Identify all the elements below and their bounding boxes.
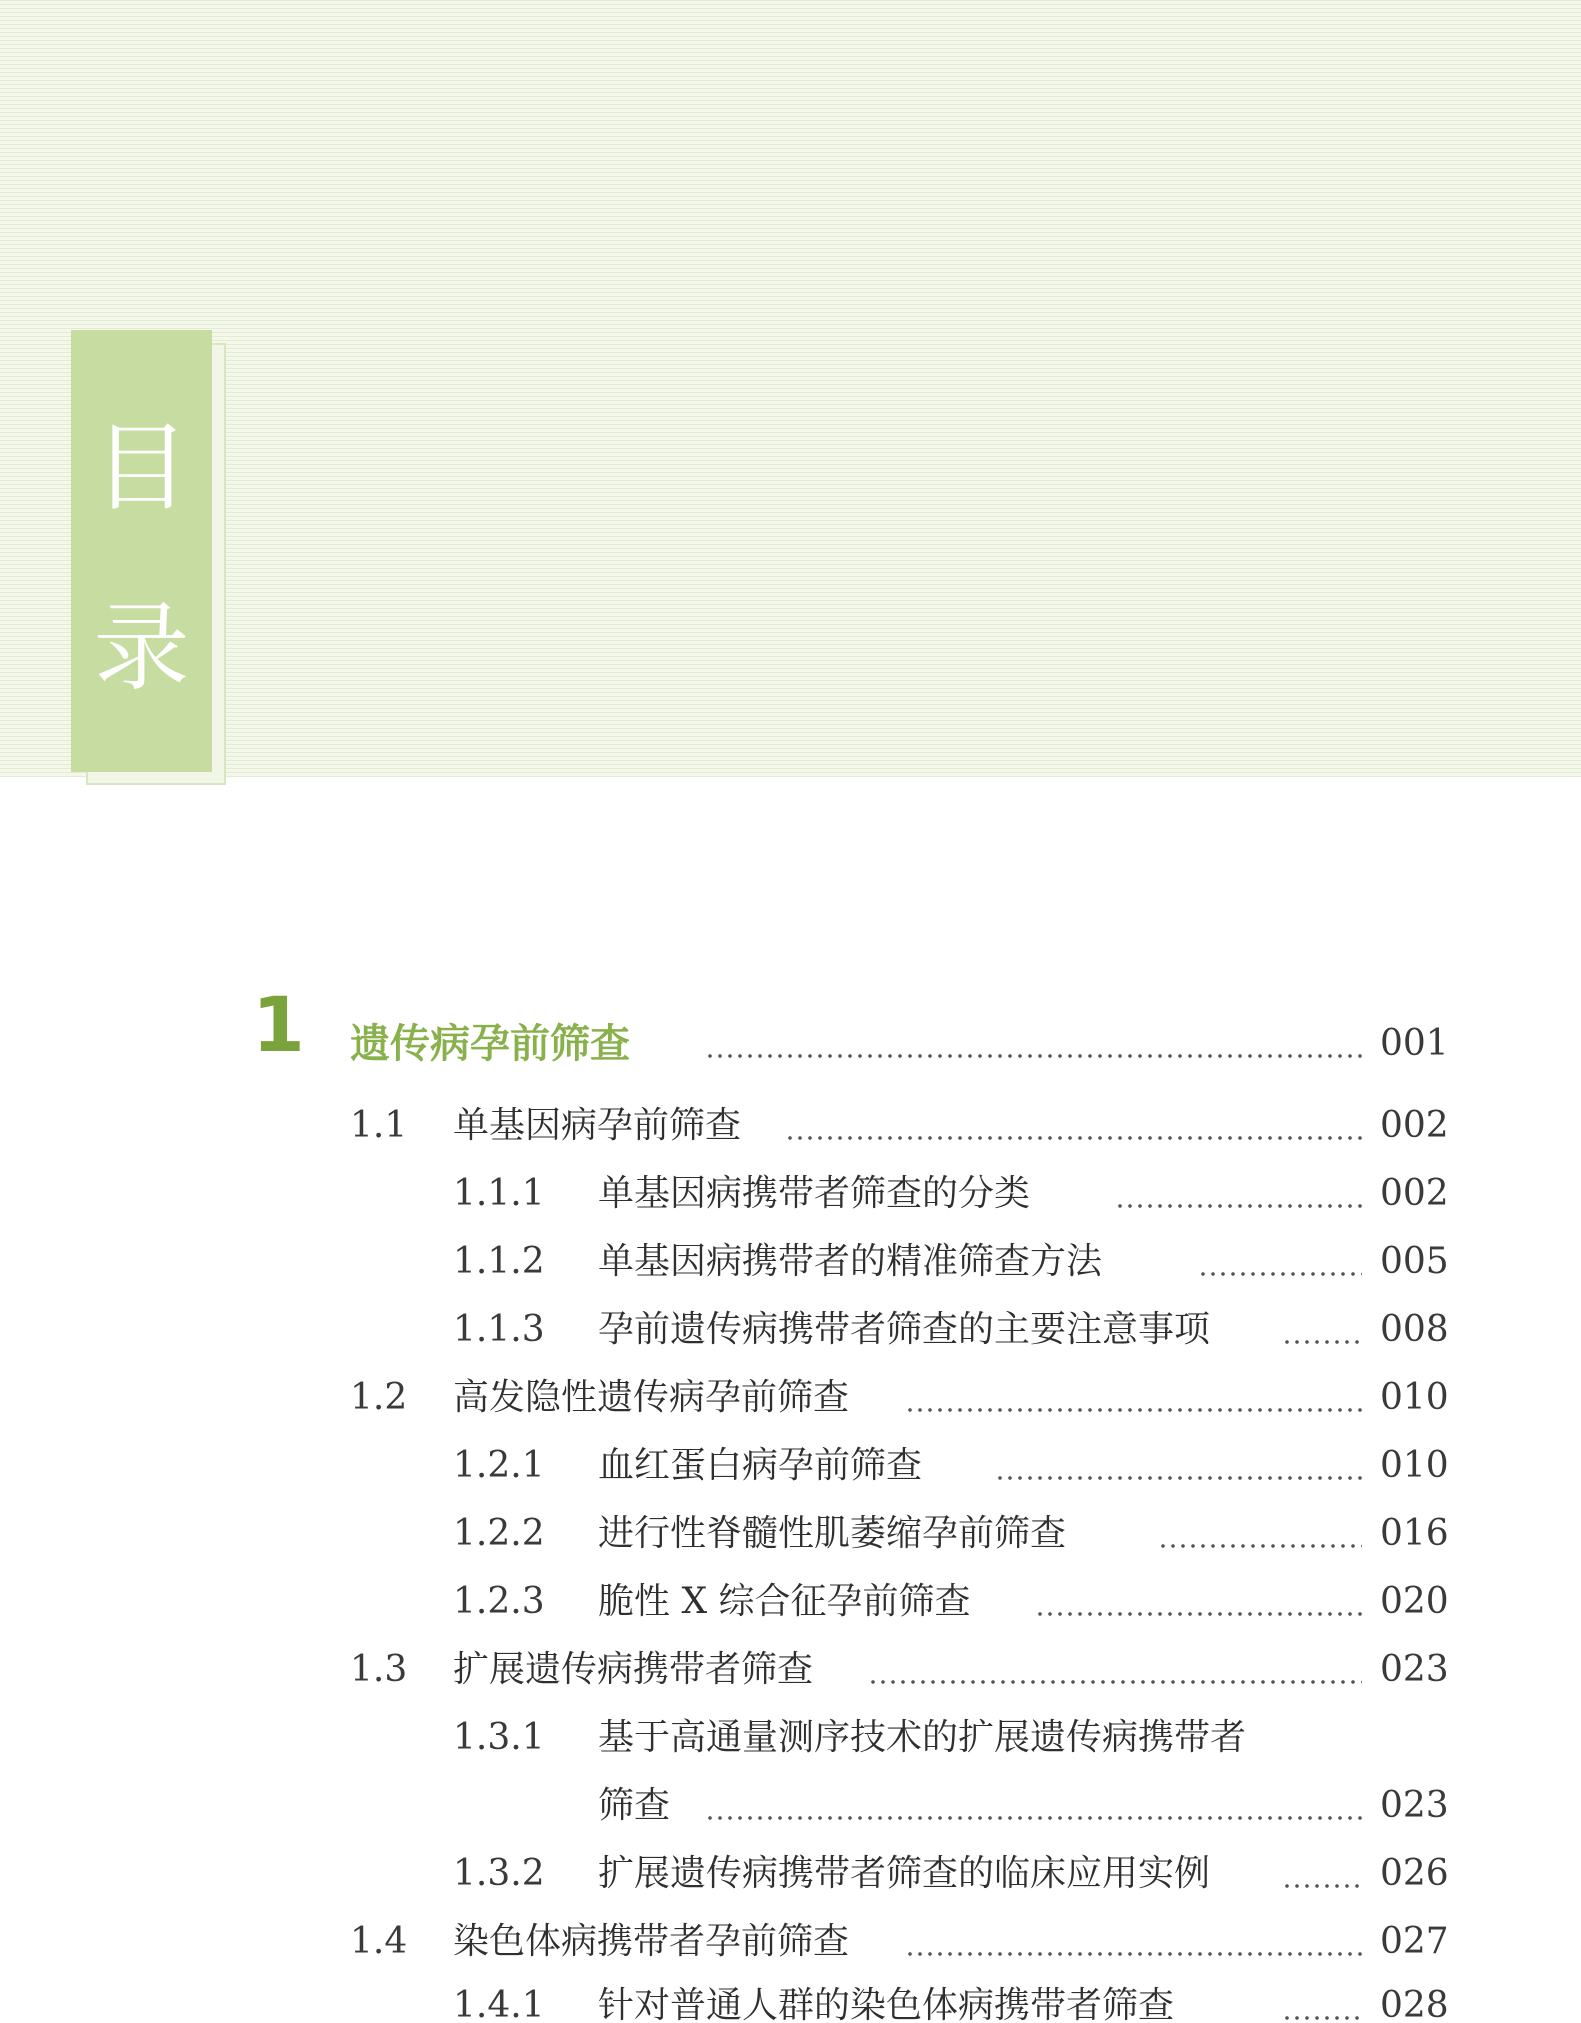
toc-entry[interactable] bbox=[0, 1234, 1581, 1290]
dot-leader bbox=[1198, 1272, 1362, 1276]
chapter-number: 1 bbox=[252, 980, 305, 1069]
section-title: 高发隐性遗传病孕前筛查 bbox=[453, 1377, 850, 1418]
dot-leader bbox=[868, 1680, 1362, 1684]
toc-entry[interactable] bbox=[0, 1710, 1581, 1766]
section-title: 进行性脊髓性肌萎缩孕前筛查 bbox=[598, 1513, 1067, 1554]
title-char-lu: 录 bbox=[93, 592, 190, 704]
chapter-row[interactable] bbox=[0, 1016, 1581, 1072]
toc-entry[interactable] bbox=[0, 1302, 1581, 1358]
dot-leader bbox=[1158, 1544, 1362, 1548]
section-title: 扩展遗传病携带者筛查的临床应用实例 bbox=[598, 1853, 1211, 1894]
toc-entry[interactable] bbox=[0, 1506, 1581, 1562]
dot-leader bbox=[1282, 1340, 1362, 1344]
toc-entry[interactable] bbox=[0, 1438, 1581, 1494]
page-number: 002 bbox=[1380, 1105, 1449, 1146]
toc-entry[interactable] bbox=[0, 1370, 1581, 1426]
section-title: 单基因病携带者的精准筛查方法 bbox=[598, 1241, 1103, 1282]
section-title: 针对普通人群的染色体病携带者筛查 bbox=[598, 1985, 1175, 2023]
page-number: 010 bbox=[1380, 1377, 1449, 1418]
toc-entry[interactable] bbox=[0, 1914, 1581, 1970]
dot-leader bbox=[905, 1952, 1362, 1956]
dot-leader bbox=[705, 1054, 1362, 1058]
toc-entry[interactable] bbox=[0, 1166, 1581, 1222]
section-number: 1.4 bbox=[350, 1921, 408, 1962]
page-number: 016 bbox=[1380, 1513, 1449, 1554]
section-number: 1.1 bbox=[350, 1105, 408, 1146]
section-number: 1.4.1 bbox=[453, 1985, 545, 2023]
dot-leader bbox=[1035, 1612, 1362, 1616]
toc-entry-continuation[interactable] bbox=[0, 1778, 1581, 1834]
page-number: 001 bbox=[1380, 1023, 1449, 1064]
dot-leader bbox=[785, 1136, 1362, 1140]
dot-leader bbox=[995, 1476, 1362, 1480]
header-band bbox=[0, 0, 1581, 777]
section-number: 1.1.1 bbox=[453, 1173, 545, 1214]
page-number: 010 bbox=[1380, 1445, 1449, 1486]
section-number: 1.2.1 bbox=[453, 1445, 545, 1486]
page-number: 028 bbox=[1380, 1985, 1449, 2023]
section-number: 1.3.1 bbox=[453, 1717, 545, 1758]
section-number: 1.1.3 bbox=[453, 1309, 545, 1350]
section-number: 1.2.3 bbox=[453, 1581, 545, 1622]
page-number: 008 bbox=[1380, 1309, 1449, 1350]
page-number: 023 bbox=[1380, 1785, 1449, 1826]
dot-leader bbox=[1282, 1884, 1362, 1888]
section-number: 1.2 bbox=[350, 1377, 408, 1418]
toc-entry[interactable] bbox=[0, 1642, 1581, 1698]
toc-entry[interactable] bbox=[0, 1846, 1581, 1902]
page-number: 023 bbox=[1380, 1649, 1449, 1690]
section-number: 1.2.2 bbox=[453, 1513, 545, 1554]
section-title: 染色体病携带者孕前筛查 bbox=[453, 1921, 850, 1962]
section-title: 基于高通量测序技术的扩展遗传病携带者 bbox=[598, 1717, 1247, 1758]
dot-leader bbox=[905, 1408, 1362, 1412]
section-title: 脆性 X 综合征孕前筛查 bbox=[598, 1581, 971, 1622]
toc-entry[interactable] bbox=[0, 1574, 1581, 1630]
toc-entry[interactable] bbox=[0, 1978, 1581, 2023]
page-number: 005 bbox=[1380, 1241, 1449, 1282]
dot-leader bbox=[1115, 1204, 1362, 1208]
page-number: 020 bbox=[1380, 1581, 1449, 1622]
page-number: 002 bbox=[1380, 1173, 1449, 1214]
dot-leader bbox=[705, 1816, 1362, 1820]
dot-leader bbox=[1282, 2016, 1362, 2020]
title-box bbox=[71, 330, 212, 772]
section-title: 血红蛋白病孕前筛查 bbox=[598, 1445, 923, 1486]
section-number: 1.1.2 bbox=[453, 1241, 545, 1282]
page-number: 027 bbox=[1380, 1921, 1449, 1962]
section-title-continuation: 筛查 bbox=[598, 1785, 671, 1826]
section-title: 单基因病孕前筛查 bbox=[453, 1105, 742, 1146]
section-title: 单基因病携带者筛查的分类 bbox=[598, 1173, 1031, 1214]
toc-entry[interactable] bbox=[0, 1098, 1581, 1154]
section-title: 扩展遗传病携带者筛查 bbox=[453, 1649, 814, 1690]
section-number: 1.3 bbox=[350, 1649, 408, 1690]
page-number: 026 bbox=[1380, 1853, 1449, 1894]
section-number: 1.3.2 bbox=[453, 1853, 545, 1894]
chapter-title: 遗传病孕前筛查 bbox=[350, 1021, 630, 1067]
title-char-mu: 目 bbox=[93, 412, 190, 524]
section-title: 孕前遗传病携带者筛查的主要注意事项 bbox=[598, 1309, 1211, 1350]
